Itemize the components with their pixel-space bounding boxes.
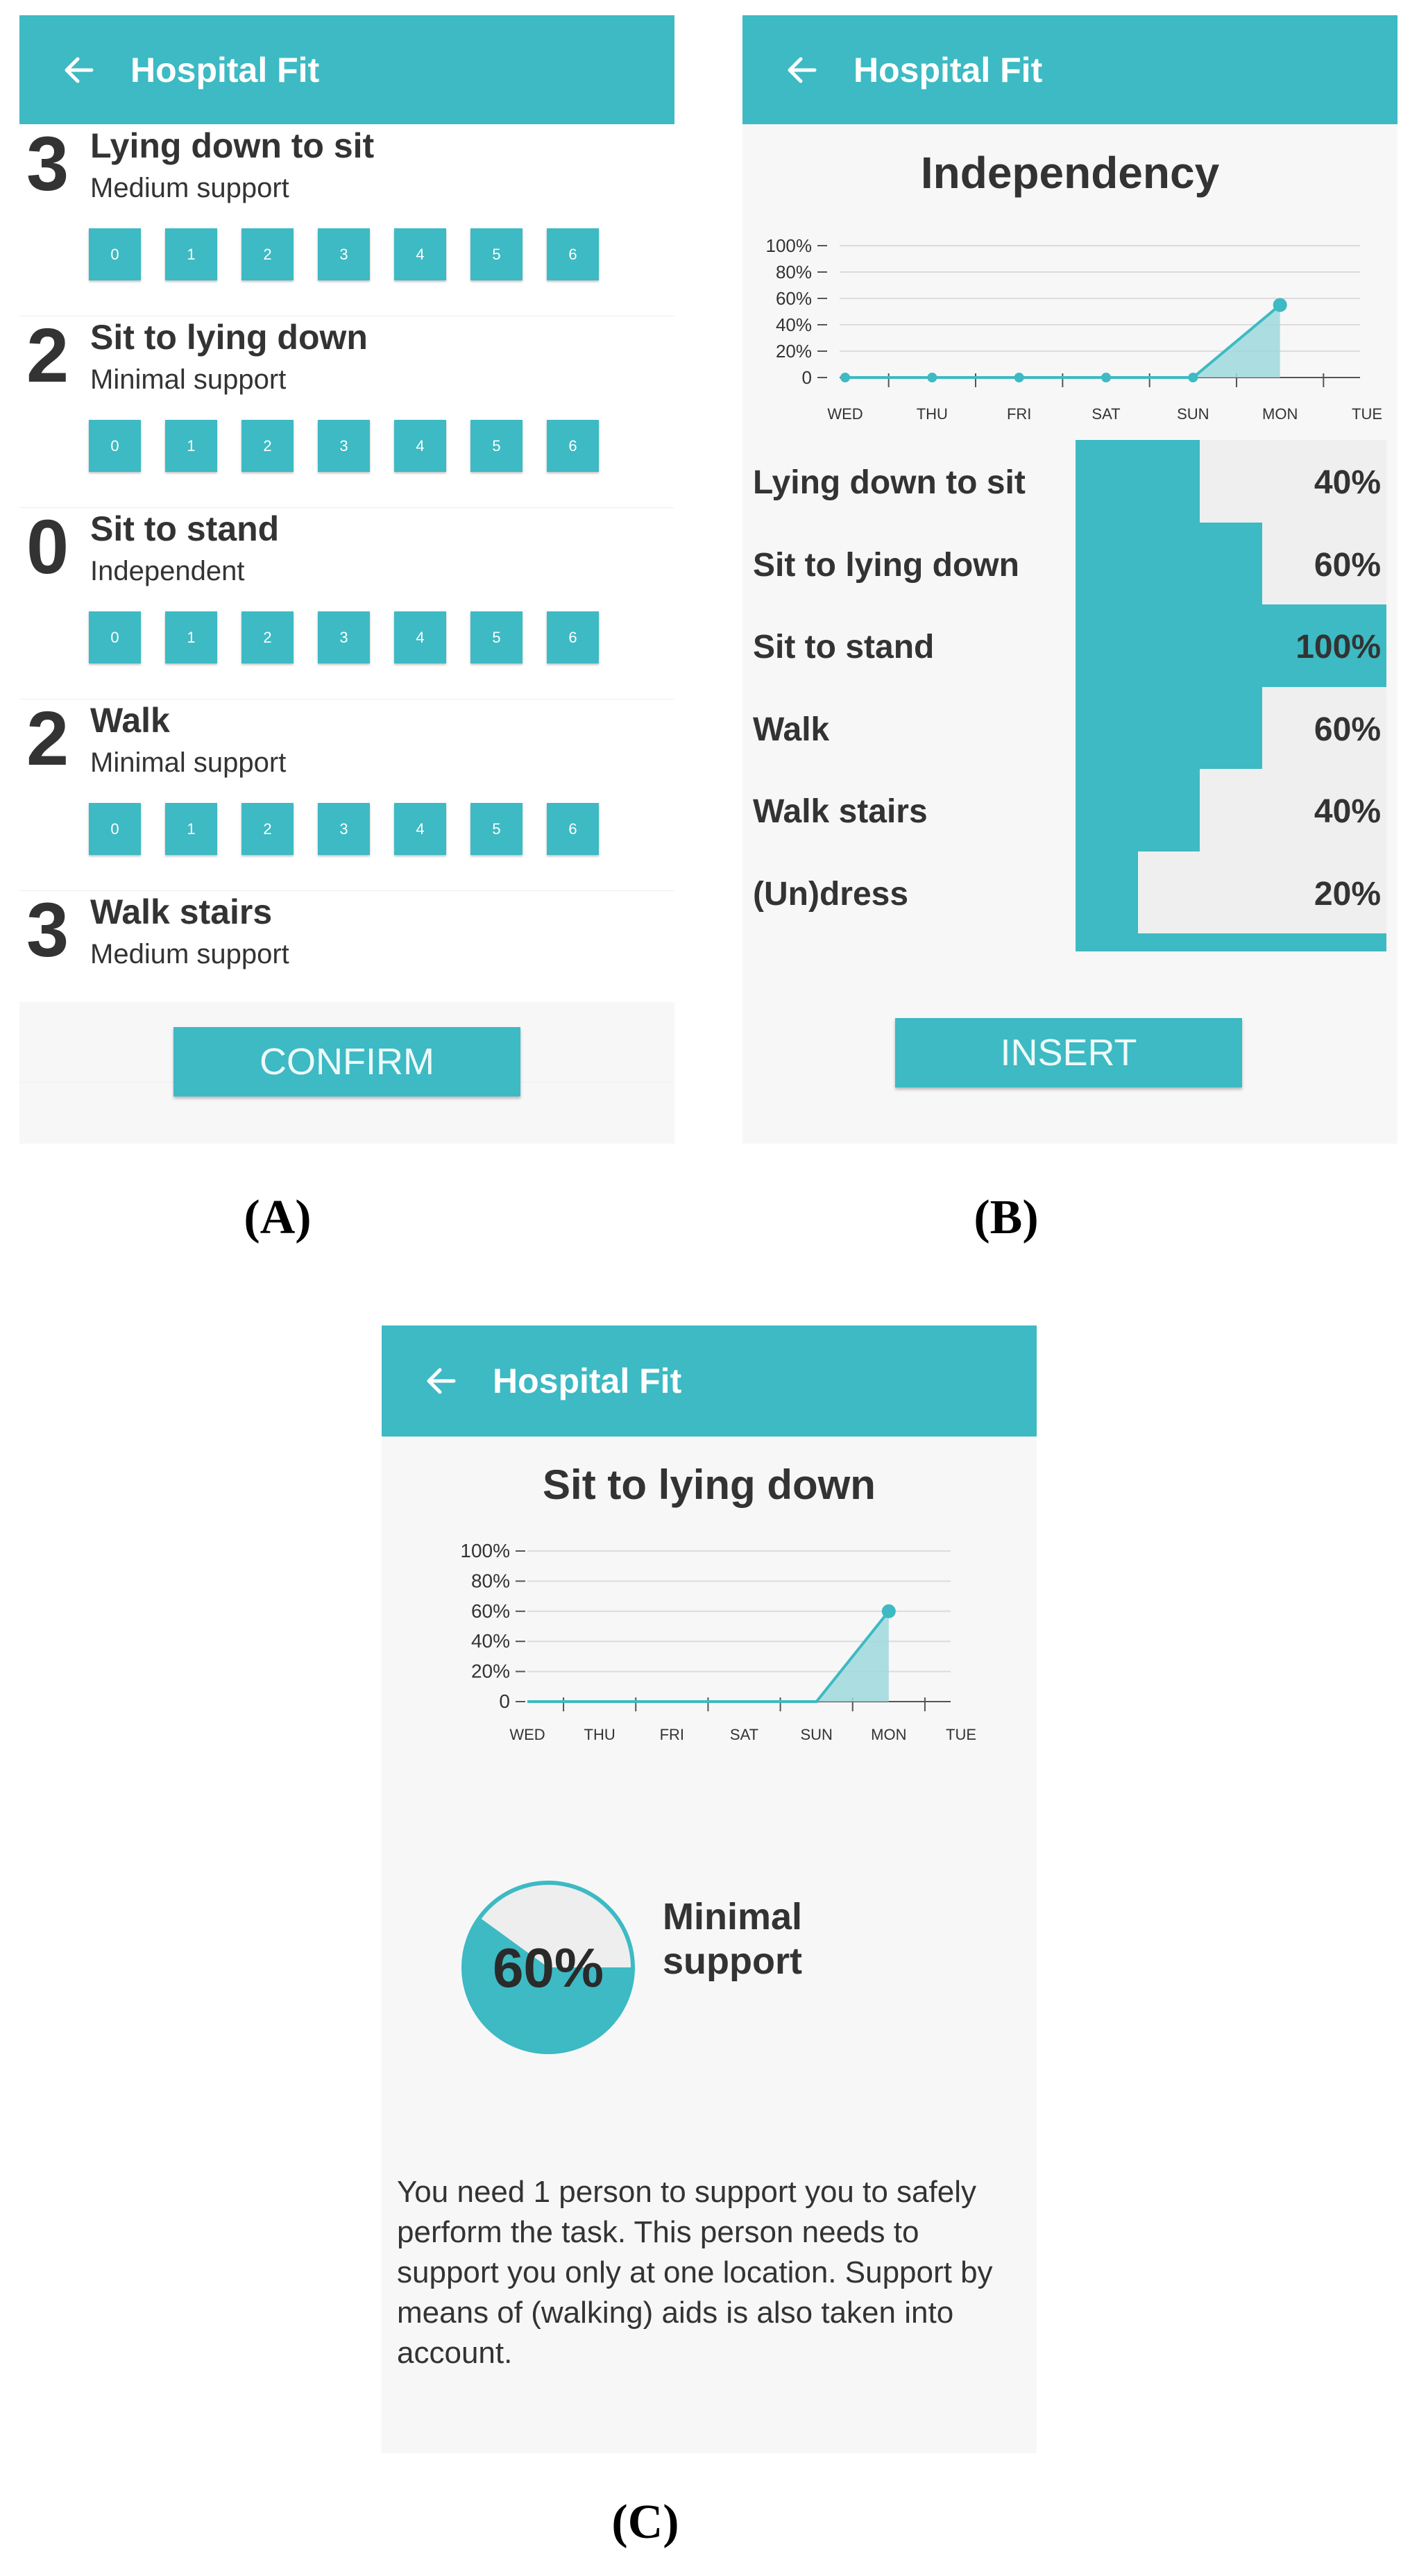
score-button[interactable]: 4 (394, 803, 446, 855)
activity-item (19, 121, 674, 316)
activity-label[interactable]: Sit to stand (753, 629, 935, 666)
score-button[interactable]: 5 (470, 611, 523, 663)
app-title: Hospital Fit (130, 50, 320, 90)
activity-score: 0 (26, 505, 69, 590)
score-button-group (89, 611, 599, 663)
activity-chart (382, 1527, 1037, 1777)
score-button[interactable]: 0 (89, 228, 141, 280)
back-arrow-icon[interactable] (770, 42, 833, 98)
x-tick-label: SUN (800, 1726, 833, 1743)
activity-support-level: Medium support (90, 173, 289, 203)
score-button[interactable]: 2 (241, 611, 294, 663)
activity-percentage: 60% (1314, 546, 1381, 584)
activity-support-level: Independent (90, 556, 245, 586)
score-button[interactable]: 4 (394, 228, 446, 280)
back-arrow-icon[interactable] (409, 1353, 472, 1409)
x-tick-label: WED (827, 405, 863, 423)
score-button[interactable]: 2 (241, 228, 294, 280)
activity-score: 2 (26, 313, 69, 398)
score-button[interactable]: 5 (470, 228, 523, 280)
y-tick-label: 20% (470, 1660, 510, 1682)
data-point (1273, 298, 1287, 312)
x-tick-label: FRI (659, 1726, 685, 1743)
y-tick-label: 40% (470, 1630, 510, 1652)
score-button[interactable]: 3 (318, 420, 370, 472)
score-button[interactable]: 0 (89, 803, 141, 855)
data-point (882, 1604, 896, 1618)
bar-footer (1076, 933, 1386, 951)
activity-score: 3 (26, 888, 69, 973)
score-button[interactable]: 1 (165, 803, 217, 855)
support-description: You need 1 person to support you to safely perform the task. This person needs to support you only at one location. Support by means of (walking) aids is also taken into account. (397, 2175, 993, 2370)
score-button[interactable]: 3 (318, 803, 370, 855)
score-button[interactable]: 0 (89, 611, 141, 663)
activity-list (19, 121, 674, 1002)
panel-label-a: (A) (244, 1191, 312, 1244)
activity-support-level: Minimal support (90, 364, 287, 395)
panel-label-c: (C) (611, 2496, 679, 2549)
activity-name: Sit to stand (90, 509, 280, 548)
x-tick-label: THU (584, 1726, 615, 1743)
gauge-value: 60% (492, 1937, 604, 1999)
y-tick-label: 0 (499, 1690, 510, 1712)
y-tick-label: 0 (801, 367, 812, 388)
app-bar (742, 15, 1398, 124)
x-tick-label: TUE (1352, 405, 1382, 423)
support-level-line1: Minimal (663, 1896, 803, 1938)
activity-support-level: Minimal support (90, 747, 287, 778)
data-point (1101, 373, 1111, 382)
score-button[interactable]: 6 (547, 611, 599, 663)
chart-title: Independency (920, 148, 1220, 198)
score-button[interactable]: 1 (165, 420, 217, 472)
activity-percentage: 100% (1296, 629, 1381, 666)
activity-name: Walk stairs (90, 892, 273, 931)
y-tick-label: 40% (775, 314, 812, 335)
y-tick-label: 80% (470, 1570, 510, 1592)
x-tick-label: THU (916, 405, 948, 423)
panel-c-screen (382, 1325, 1037, 2453)
activity-name: Walk (90, 701, 170, 740)
x-tick-label: SAT (729, 1726, 759, 1743)
score-button-group (89, 420, 599, 472)
chart-title: Sit to lying down (543, 1461, 876, 1508)
score-button[interactable]: 3 (318, 611, 370, 663)
bar-fill (1076, 851, 1138, 934)
y-tick-label: 60% (470, 1600, 510, 1622)
confirm-button[interactable]: CONFIRM (173, 1027, 520, 1096)
activity-percentage: 40% (1314, 793, 1381, 830)
data-point (1188, 373, 1198, 382)
panel-a-screen (19, 15, 674, 1144)
score-button[interactable]: 2 (241, 803, 294, 855)
bar-fill (1076, 769, 1200, 851)
x-tick-label: SUN (1177, 405, 1209, 423)
data-point (927, 373, 937, 382)
activity-support-level: Medium support (90, 939, 289, 969)
activity-score: 2 (26, 696, 69, 781)
score-button[interactable]: 2 (241, 420, 294, 472)
data-point (840, 373, 850, 382)
score-button[interactable]: 5 (470, 803, 523, 855)
score-button[interactable]: 6 (547, 228, 599, 280)
x-tick-label: SAT (1092, 405, 1121, 423)
x-tick-label: MON (1262, 405, 1298, 423)
activity-score: 3 (26, 121, 69, 207)
app-bar (19, 15, 674, 124)
insert-button[interactable]: INSERT (895, 1018, 1242, 1087)
activity-label[interactable]: Sit to lying down (753, 546, 1019, 584)
app-title: Hospital Fit (853, 50, 1043, 90)
app-bar (382, 1325, 1037, 1437)
score-button[interactable]: 1 (165, 228, 217, 280)
score-button[interactable]: 3 (318, 228, 370, 280)
support-gauge (458, 1877, 638, 2058)
bar-fill (1076, 687, 1262, 770)
bar-fill (1076, 440, 1200, 523)
support-level (663, 1895, 802, 1983)
score-button[interactable]: 5 (470, 420, 523, 472)
score-button[interactable]: 6 (547, 420, 599, 472)
activity-name: Sit to lying down (90, 318, 368, 357)
y-tick-label: 80% (775, 262, 812, 282)
panel-label-b: (B) (974, 1191, 1039, 1244)
score-button-group (89, 228, 599, 280)
x-tick-label: FRI (1006, 405, 1032, 423)
app-title: Hospital Fit (493, 1362, 682, 1400)
activity-item (19, 696, 674, 891)
activity-label[interactable]: Walk stairs (753, 793, 928, 830)
y-tick-label: 100% (460, 1540, 510, 1561)
x-tick-label: MON (871, 1726, 907, 1743)
support-level-line2: support (663, 1940, 802, 1982)
x-tick-label: WED (509, 1726, 545, 1743)
independency-chart (742, 217, 1398, 432)
y-tick-label: 100% (765, 235, 812, 256)
activity-label[interactable]: (Un)dress (753, 875, 909, 913)
panel-b-screen (742, 15, 1398, 1144)
score-button[interactable]: 4 (394, 611, 446, 663)
activity-percentage: 60% (1314, 711, 1381, 748)
activity-label[interactable]: Walk (753, 711, 830, 748)
y-tick-label: 20% (775, 341, 812, 362)
back-arrow-icon[interactable] (47, 42, 110, 98)
bar-fill (1076, 523, 1262, 605)
data-point (1014, 373, 1024, 382)
activity-label[interactable]: Lying down to sit (753, 464, 1026, 501)
score-button[interactable]: 1 (165, 611, 217, 663)
activity-name: Lying down to sit (90, 126, 375, 165)
score-button-group (89, 803, 599, 855)
activity-percentage: 20% (1314, 875, 1381, 913)
x-tick-label: TUE (946, 1726, 976, 1743)
score-button[interactable]: 4 (394, 420, 446, 472)
activity-percentage: 40% (1314, 464, 1381, 501)
score-button[interactable]: 6 (547, 803, 599, 855)
activity-item (19, 507, 674, 700)
activity-item (19, 313, 674, 508)
score-button[interactable]: 0 (89, 420, 141, 472)
y-tick-label: 60% (775, 288, 812, 309)
